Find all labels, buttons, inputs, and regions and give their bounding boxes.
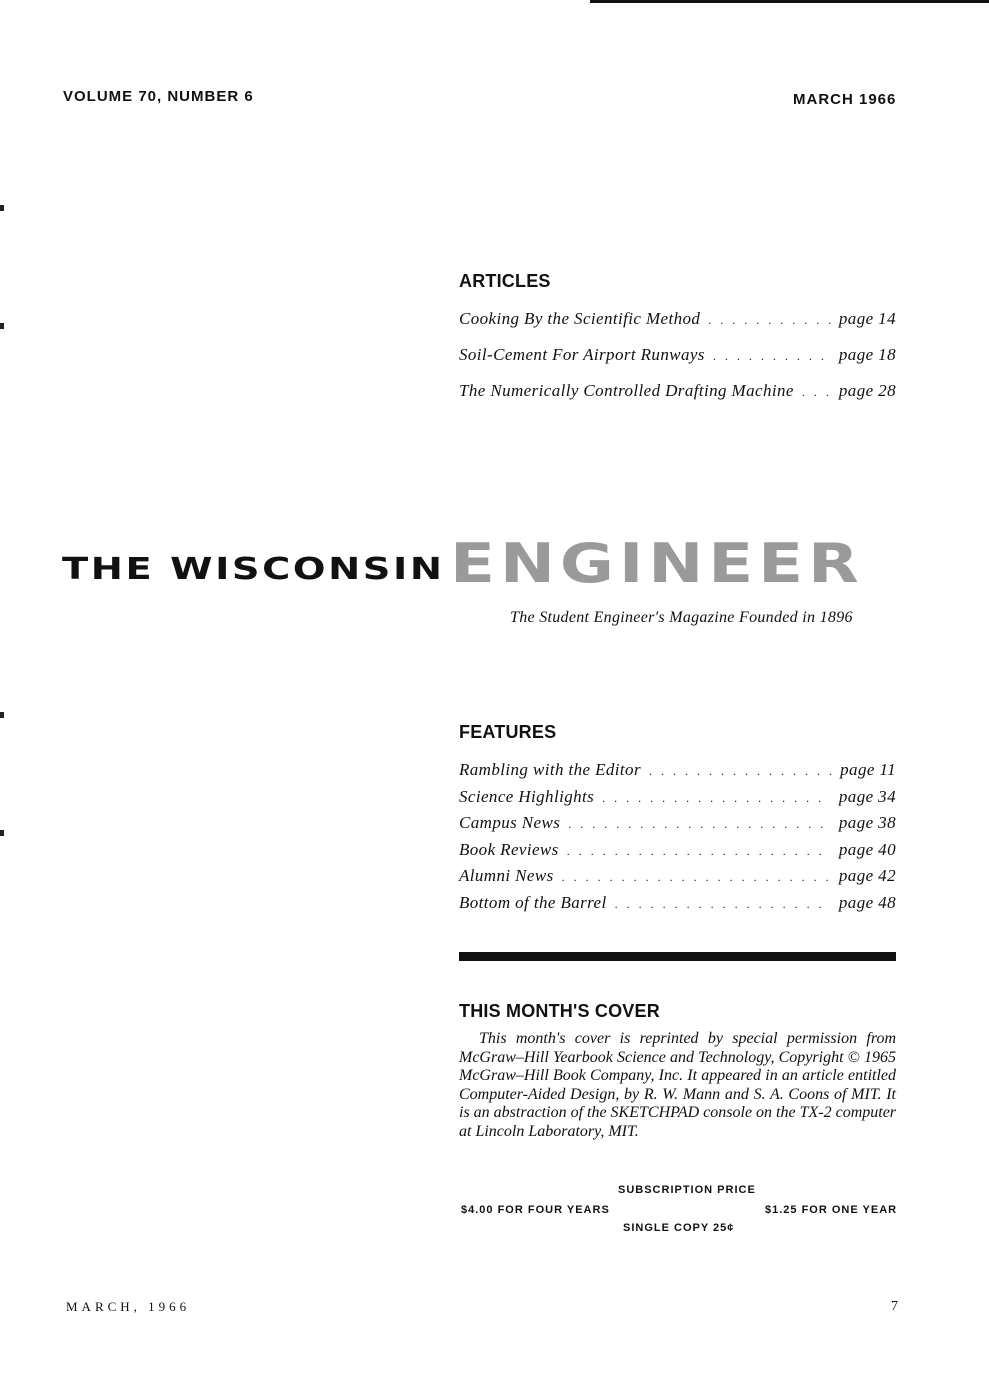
masthead-left: THE WISCONSIN <box>62 552 445 587</box>
footer-date: MARCH, 1966 <box>66 1299 191 1314</box>
cover-description: This month's cover is reprinted by special permission from McGraw–Hill Yearbook Science and Technology, Copyright © 1965 McGraw–Hill Book Company, Inc. It appeared in an article entitled Computer-Aided Design, by R. W. Mann and S. A. Coons of MIT. It is an abstraction of the SKETCHPAD console on the TX-2 computer at Lincoln Laboratory, MIT. <box>459 1030 897 1140</box>
article-page: page 18 <box>838 345 896 364</box>
articles-list <box>459 309 896 417</box>
subscription-one-year: $1.25 FOR ONE YEAR <box>765 1204 898 1216</box>
features-list <box>459 760 896 919</box>
list-item[interactable] <box>459 893 896 920</box>
feature-page: page 48 <box>838 892 896 912</box>
article-title: Soil-Cement For Airport Runways <box>459 345 705 364</box>
feature-title: Bottom of the Barrel <box>459 892 607 912</box>
list-item[interactable] <box>459 309 896 345</box>
articles-heading: ARTICLES <box>459 271 551 291</box>
list-item[interactable] <box>459 787 896 814</box>
list-item[interactable] <box>459 840 896 867</box>
feature-page: page 34 <box>838 786 896 806</box>
top-edge-rule <box>590 0 989 3</box>
binding-mark <box>0 830 4 836</box>
dot-leader <box>708 313 831 328</box>
subscription-title: SUBSCRIPTION PRICE <box>618 1184 756 1196</box>
cover-heading: THIS MONTH'S COVER <box>459 1001 660 1021</box>
dot-leader <box>802 385 831 400</box>
binding-mark <box>0 323 4 329</box>
feature-page: page 42 <box>838 866 896 885</box>
masthead <box>62 532 902 595</box>
dot-leader <box>567 844 831 859</box>
list-item[interactable] <box>459 381 896 417</box>
feature-title: Science Highlights <box>459 786 595 806</box>
page-number: 7 <box>891 1299 898 1314</box>
masthead-right: ENGINEER <box>450 532 864 595</box>
feature-page: page 11 <box>840 760 896 779</box>
dot-leader <box>562 870 831 885</box>
list-item[interactable] <box>459 345 896 381</box>
tagline: The Student Engineer's Magazine Founded in 1896 <box>510 609 853 626</box>
feature-page: page 40 <box>838 839 896 859</box>
features-heading: FEATURES <box>459 722 557 742</box>
dot-leader <box>649 764 832 779</box>
section-divider <box>459 952 896 961</box>
dot-leader <box>602 791 831 806</box>
article-title: Cooking By the Scientific Method <box>459 309 701 328</box>
issue-date: MARCH 1966 <box>793 91 897 108</box>
subscription-single-copy: SINGLE COPY 25¢ <box>623 1222 735 1234</box>
feature-title: Rambling with the Editor <box>459 760 641 779</box>
article-page: page 14 <box>838 309 896 328</box>
feature-title: Campus News <box>459 813 561 832</box>
feature-title: Alumni News <box>459 866 554 885</box>
binding-mark <box>0 205 4 211</box>
dot-leader <box>713 349 831 364</box>
article-title: The Numerically Controlled Drafting Machine <box>459 381 794 400</box>
dot-leader <box>615 897 831 912</box>
feature-title: Book Reviews <box>459 839 559 859</box>
binding-mark <box>0 712 4 718</box>
volume-number: VOLUME 70, NUMBER 6 <box>63 88 254 105</box>
article-page: page 28 <box>838 381 896 400</box>
feature-page: page 38 <box>838 813 896 832</box>
list-item[interactable] <box>459 760 896 787</box>
subscription-four-years: $4.00 FOR FOUR YEARS <box>461 1204 610 1216</box>
dot-leader <box>568 817 831 832</box>
list-item[interactable] <box>459 866 896 893</box>
list-item[interactable] <box>459 813 896 840</box>
